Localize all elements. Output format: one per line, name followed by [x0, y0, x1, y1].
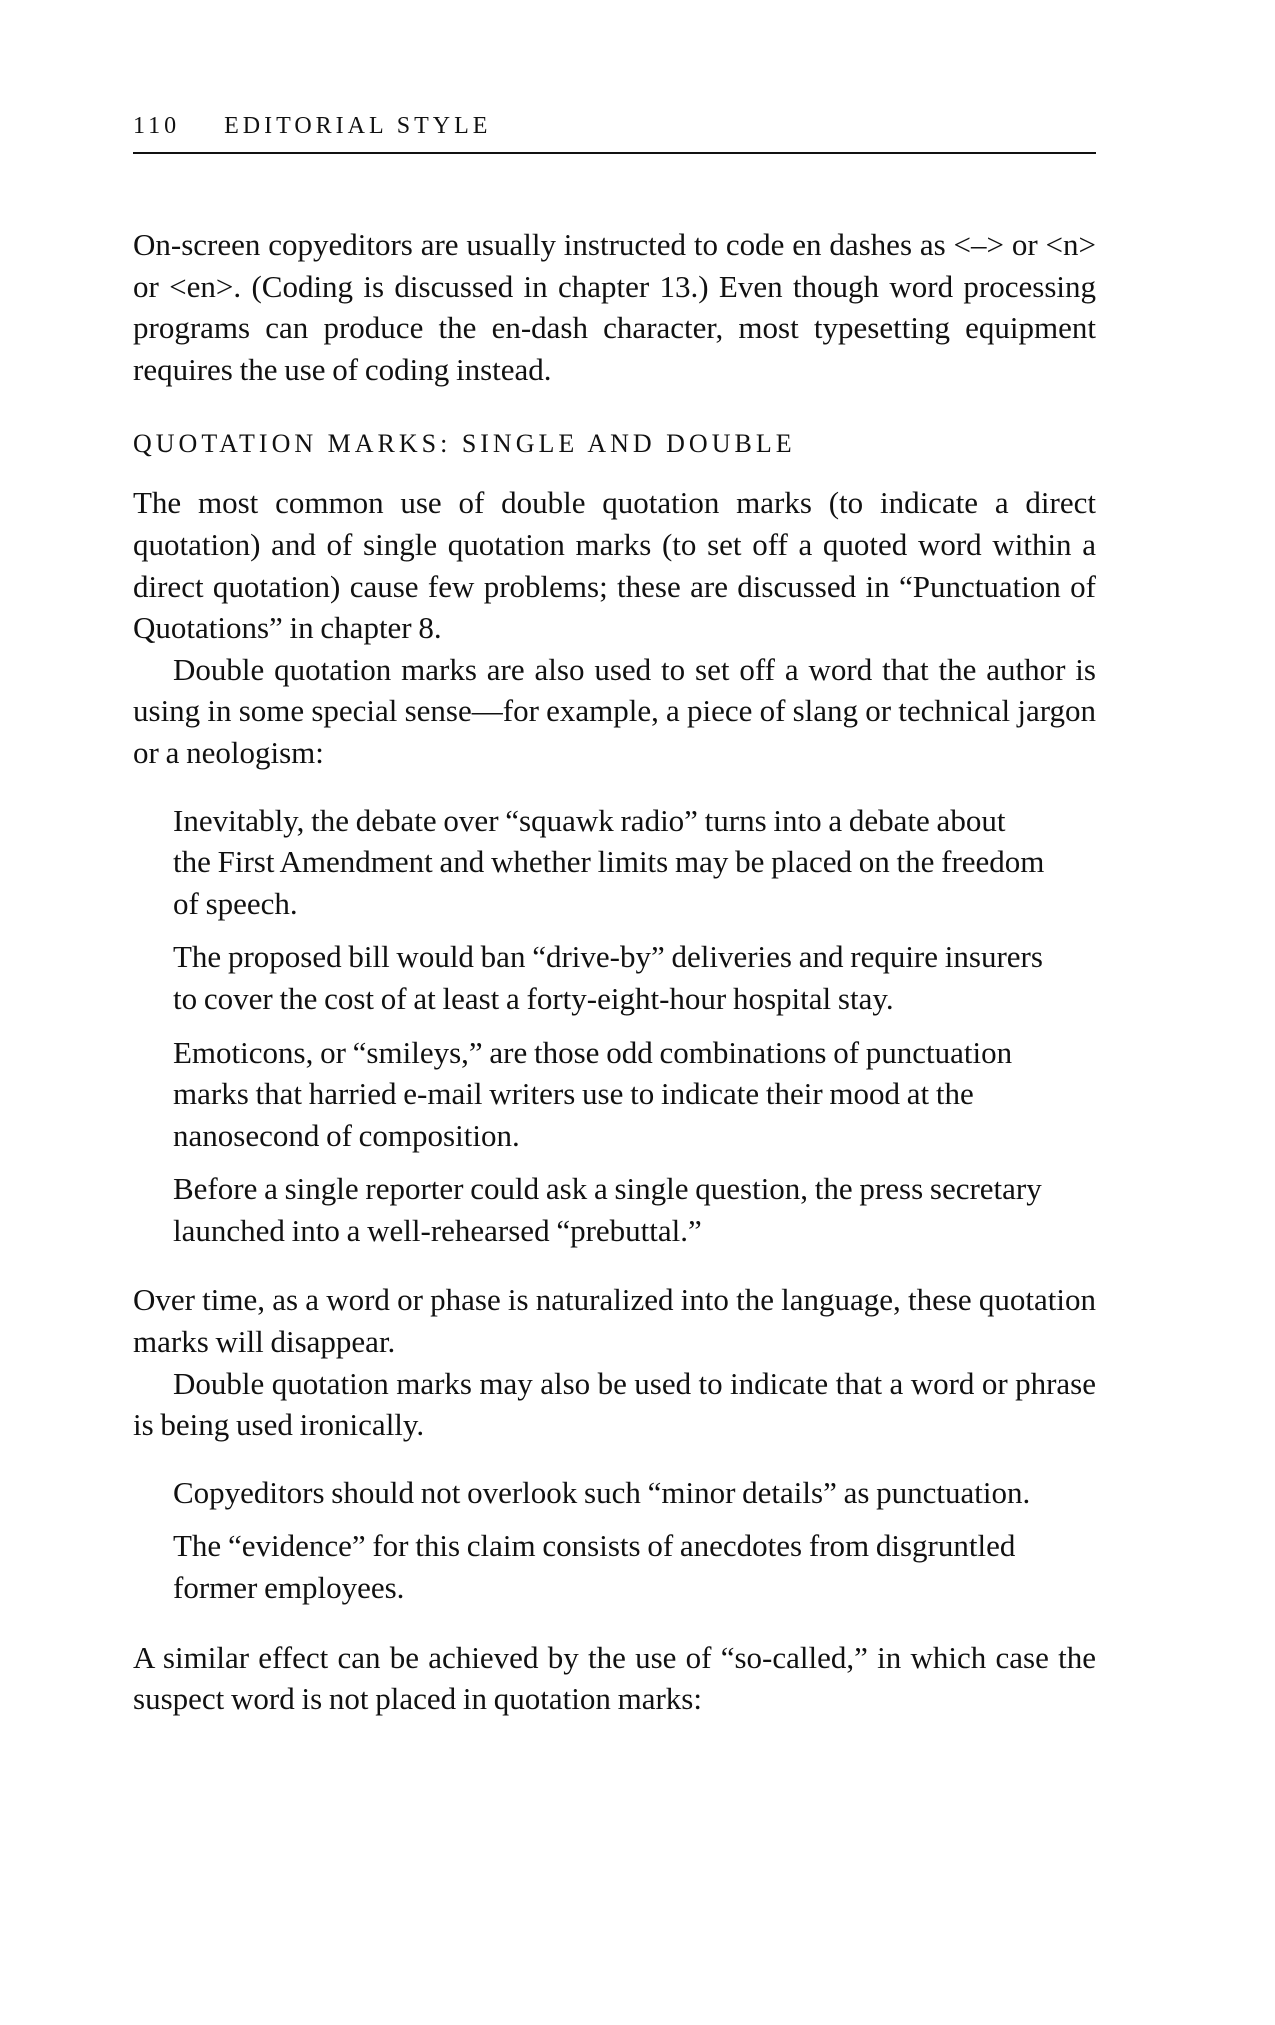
example-drive-by: The proposed bill would ban “drive-by” deliveries and require insurers to cover the cost of at least a forty-eight-hour hospital stay.	[173, 939, 1043, 1016]
example-prebuttal: Before a single reporter could ask a single question, the press secretary launched into a well-rehearsed “prebuttal.”	[173, 1171, 1042, 1248]
paragraph-quotation-intro: The most common use of double quotation marks (to indicate a direct quotation) and of single quotation marks (to set off a quoted word within a direct quotation) cause few problems; these are discussed in “Punctuation of Quotations” in chapter 8.	[133, 485, 1096, 646]
paragraph-special-sense: Double quotation marks are also used to set off a word that the author is using in some special sense—for example, a piece of slang or technical jargon or a neologism:	[133, 651, 1096, 770]
example-squawk-radio: Inevitably, the debate over “squawk radio” turns into a debate about the First Amendment and whether limits may be placed on the freedom of speech.	[173, 802, 1045, 921]
running-title: EDITORIAL STYLE	[224, 113, 492, 139]
example-minor-details: Copyeditors should not overlook such “minor details” as punctuation.	[173, 1474, 1031, 1510]
example-block-ironic	[173, 1472, 1048, 1609]
section-heading: QUOTATION MARKS: SINGLE AND DOUBLE	[133, 429, 796, 459]
paragraph-en-dash-coding: On-screen copyeditors are usually instructed to code en dashes as <–> or <n> or <en>. (Coding is discussed in chapter 13.) Even though word processing programs can produce the en-dash character, most typesetting equipment requires the use of coding instead.	[133, 227, 1096, 387]
paragraph-ironic-use: Double quotation marks may also be used to indicate that a word or phrase is being used ironically.	[133, 1365, 1096, 1443]
paragraph-so-called: A similar effect can be achieved by the use of “so-called,” in which case the suspect word is not placed in quotation marks:	[133, 1639, 1096, 1717]
example-block-special-sense	[173, 800, 1048, 1252]
example-evidence: The “evidence” for this claim consists of anecdotes from disgruntled former employees.	[173, 1528, 1016, 1606]
page-number: 110	[133, 113, 181, 139]
example-smileys: Emoticons, or “smileys,” are those odd combinations of punctuation marks that harried e-mail writers use to indicate their mood at the nanosecond of composition.	[173, 1034, 1013, 1153]
running-head	[133, 110, 1096, 154]
body-text	[133, 224, 1096, 1720]
book-page	[133, 0, 1096, 2025]
paragraph-naturalized: Over time, as a word or phase is naturalized into the language, these quotation marks will disappear.	[133, 1282, 1096, 1360]
